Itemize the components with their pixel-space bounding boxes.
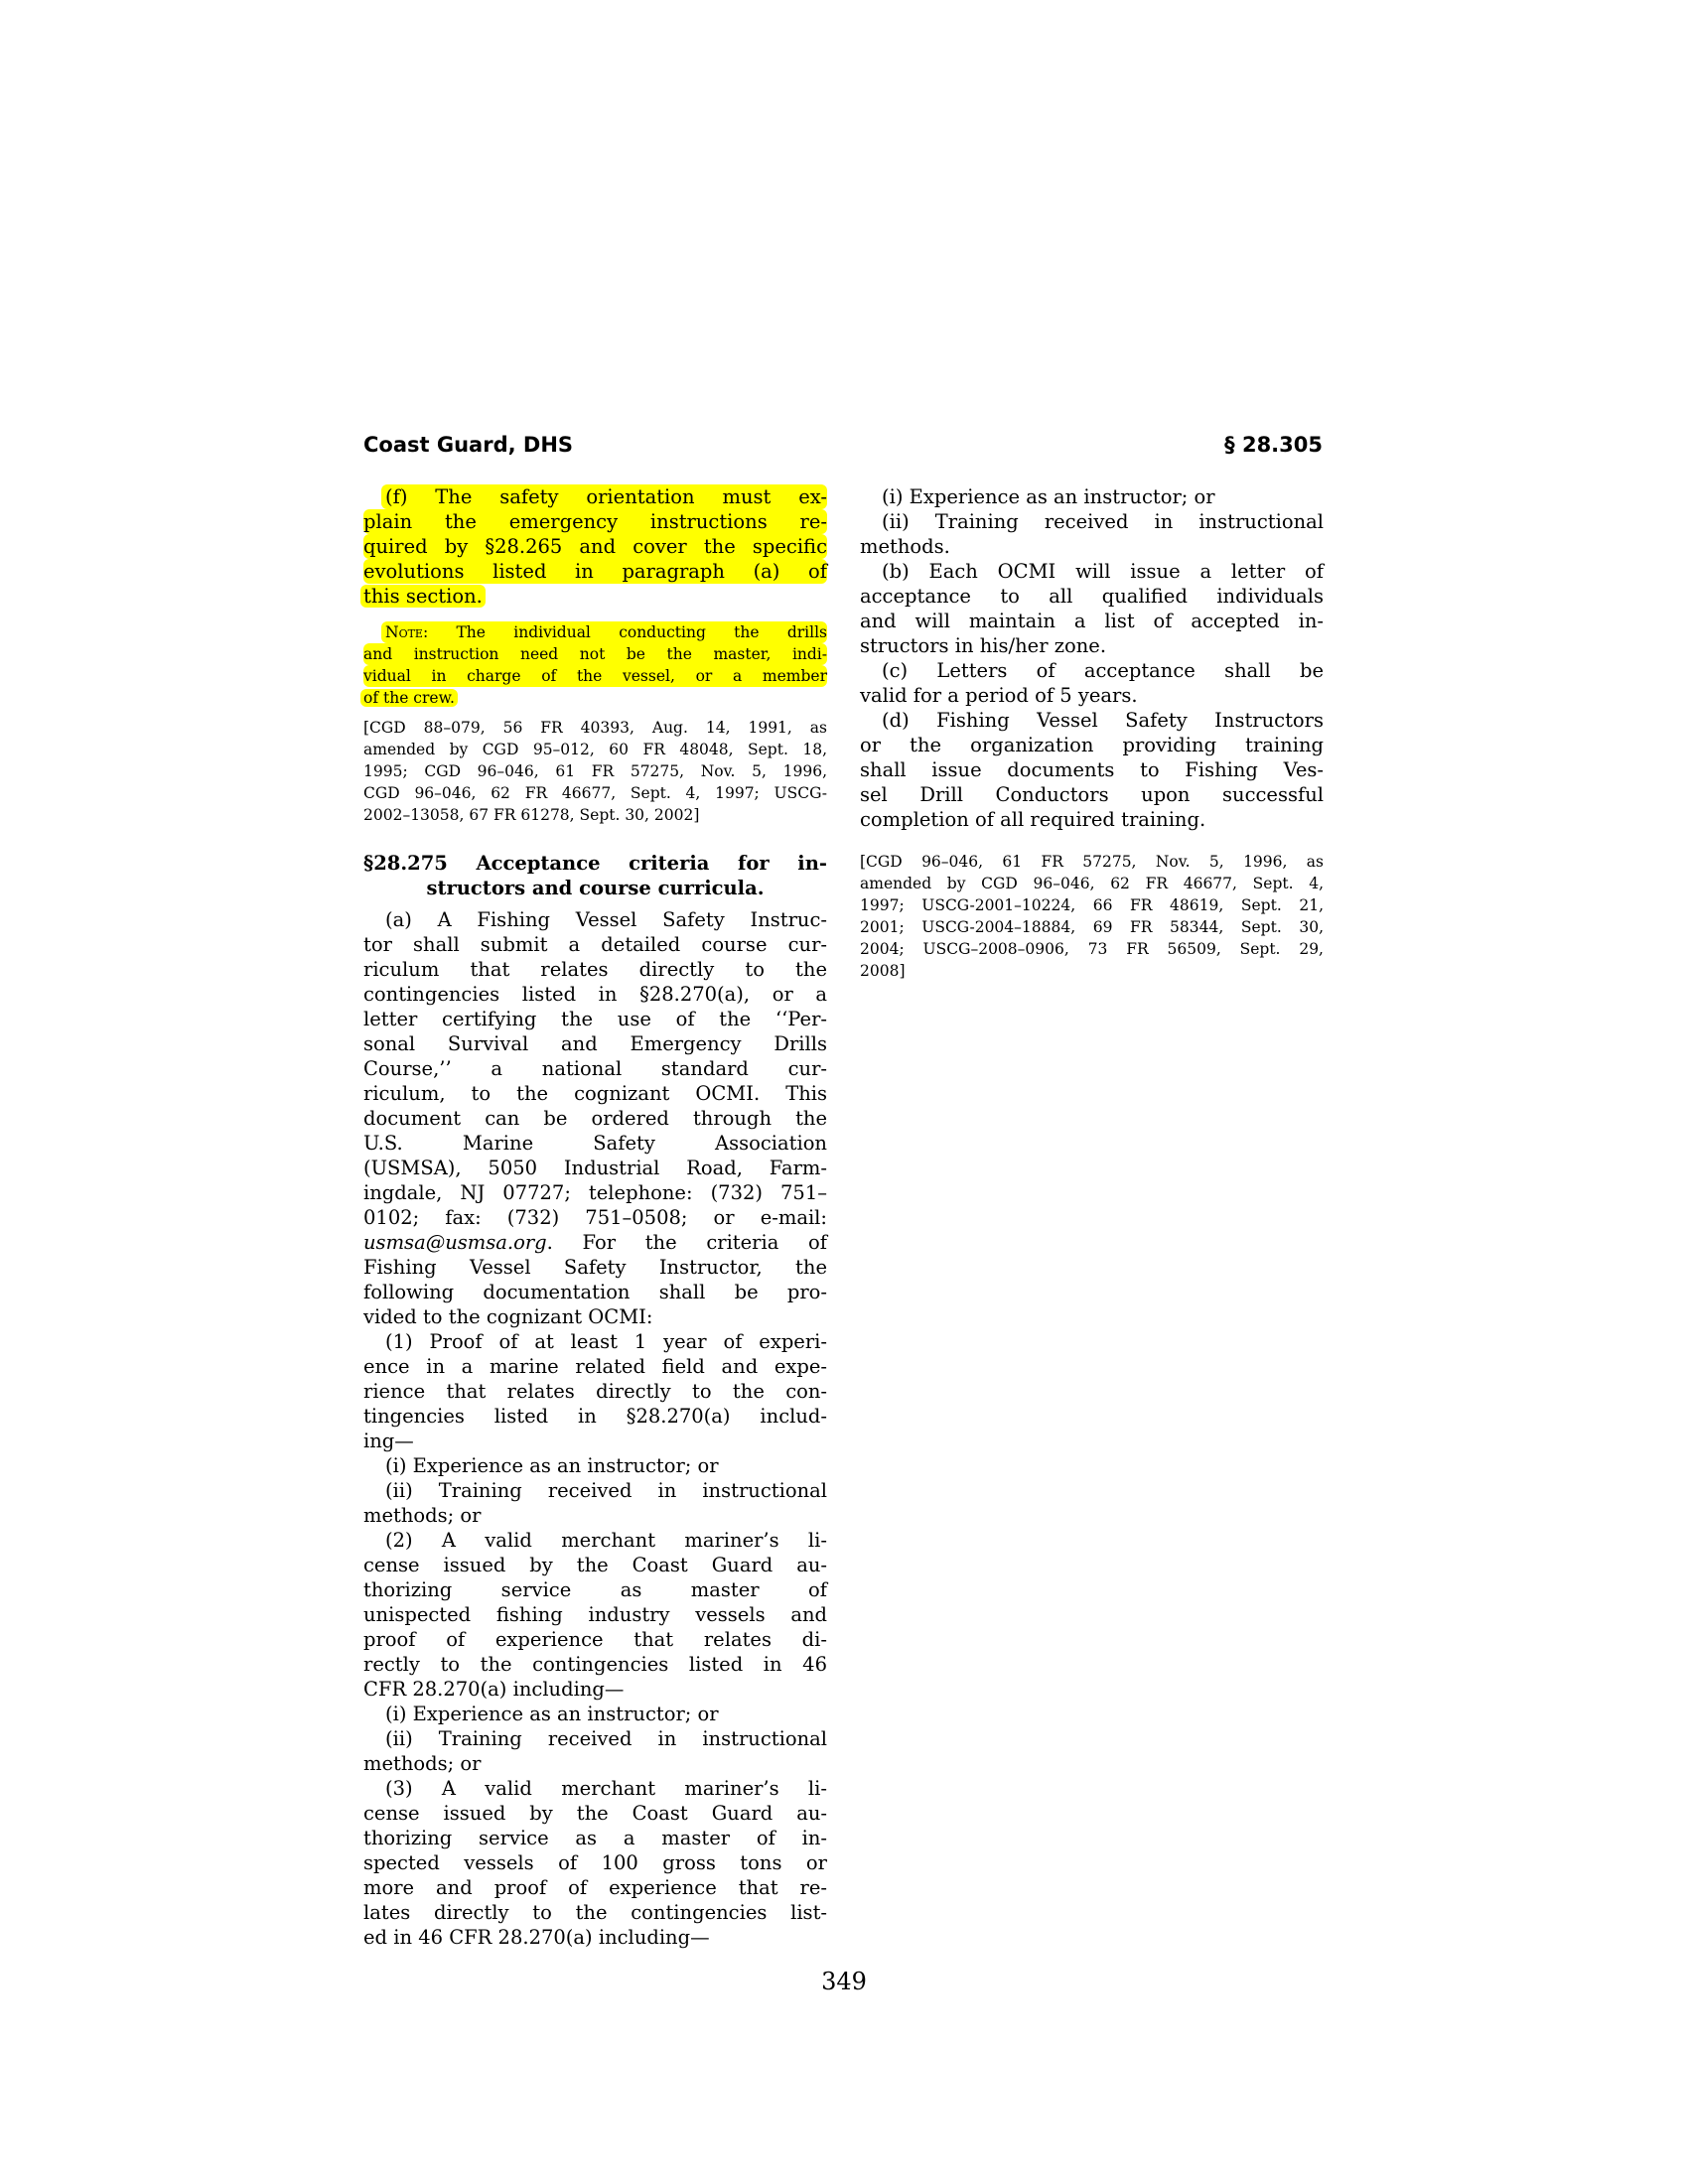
running-head-agency: Coast Guard, DHS <box>363 433 574 457</box>
note-label: Note: <box>385 623 429 641</box>
page-number: 349 <box>821 1968 867 1995</box>
document-page: Coast Guard, DHS § 28.305 (f) The safety orientation must ex- plain the emergency instructions re- quired by §28.265 and cover the specific evolutions listed in paragraph (a) of this section. Note: The individual conducting the drills and instruction need not be the master, indi- vidual in charge of the vessel, or a member of the crew. [CGD 88–079, 56 FR 40393, Aug. 14, 1991, as amended by CGD 95–012, 60 FR 48048, Sept. 18, 1995; CGD 96–046, 61 FR 57275, Nov. 5, 1996, CGD 96–046, 62 FR 46677, Sept. 4, 1997; USCG- 2002–13058, 67 FR 61278, Sept. 30, 2002] §28.275 Acceptance criteria for in- structors and course curricula. (a) A Fishing Vessel Safety Instruc- tor shall submit a detailed course cur- riculum that relates directly to the contingencies listed in §28.270(a), or a letter certifying the use of the ‘‘Per- sonal Survival and Emergency Drills Course,’’ a national standard cur- riculum, to the cognizant OCMI. This document can be ordered through the U.S. Marine Safety Association (USMSA), 5050 Industrial Road, Farm- ingdale, NJ 07727; telephone: (732) 751– 0102; fax: (732) 751–0508; or e-mail: usmsa@usmsa.org. For the criteria of Fishing Vessel Safety Instructor, the following documentation shall be pro- vided to the cognizant OCMI: (1) Proof of at least 1 year of experi- ence in a marine related field and expe- rience that relates directly to the con- tingencies listed in §28.270(a) includ- ing— (i) Experience as an instructor; or (ii) Training received in instructional methods; or (2) A valid merchant mariner’s li- cense issued by the Coast Guard au- thorizing service as master of unispected fishing industry vessels and proof of experience that relates di- rectly to the contingencies listed in 46 CFR 28.270(a) including— (i) Experience as an instructor; or (ii) Training received in instructional methods; or (3) A valid merchant mariner’s li- cense issued by the Coast Guard au- thorizing service as a master of in- spected vessels of 100 gross tons or more and proof of experience that re- lates directly to the contingencies list- ed in 46 CFR 28.270(a) including— (i) Experience as an instructor; or (ii) Training received in instructional methods. (b) Each OCMI will issue a letter of acceptance to all qualified individuals and will maintain a list of accepted in- structors in his/her zone. (c) Letters of acceptance shall be valid for a period of 5 years. (d) Fishing Vessel Safety Instructors or the organization providing training shall issue documents to Fishing Ves- sel Drill Conductors upon successful completion of all required training. [CGD 96–046, 61 FR 57275, Nov. 5, 1996, as amended by CGD 96–046, 62 FR 46677, Sept. 4, 1997; USCG-2001–10224, 66 FR 48619, Sept. 21, 2001; USCG-2004–18884, 69 FR 58344, Sept. 30, 2004; USCG–2008–0906, 73 FR 56509, Sept. 29, 2008] 349 <box>0 0 1688 2184</box>
email-address: usmsa@usmsa.org <box>363 1231 547 1254</box>
running-head-section: § 28.305 <box>1224 433 1323 457</box>
